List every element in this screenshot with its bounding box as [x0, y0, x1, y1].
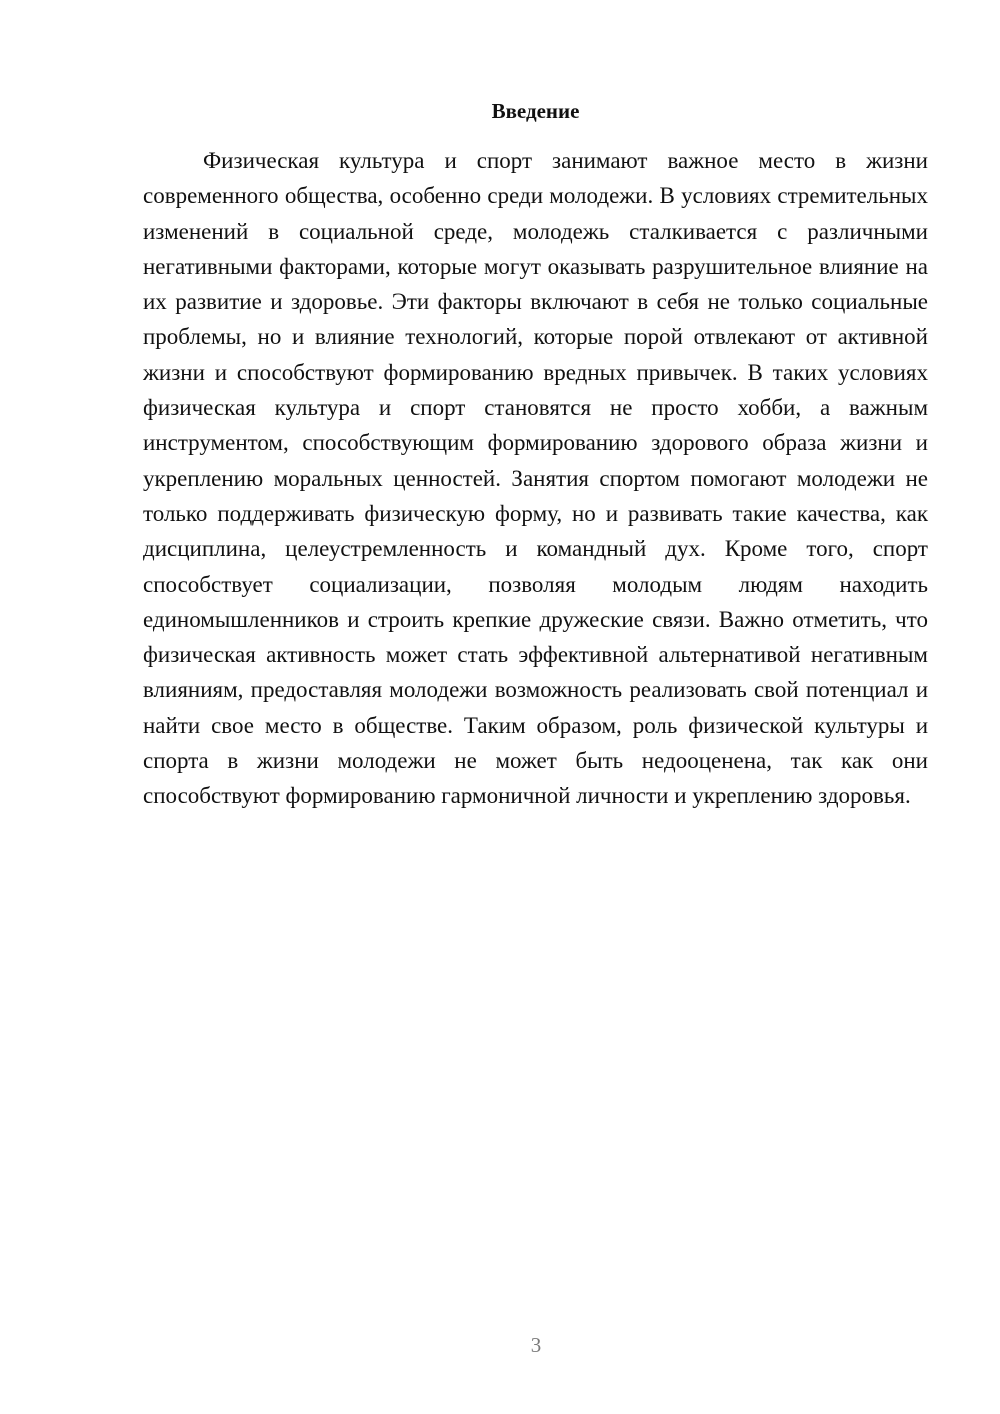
page-number: 3 — [530, 1333, 542, 1357]
body-paragraph: Физическая культура и спорт занимают важное место в жизни современного общества, особенно среди молодежи. В условиях стремительных изменений в социальной среде, молодежь сталкивается с различными негативными факторами, которые могут оказывать разрушительное влияние на их развитие и здоровье. Эти факторы включают в себя не только социальные проблемы, но и влияние технологий, которые порой отвлекают от активной жизни и способствуют формированию вредных привычек. В таких условиях физическая культура и спорт становятся не просто хобби, а важным инструментом, способствующим формированию здорового образа жизни и укреплению моральных ценностей. Занятия спортом помогают молодежи не только поддерживать физическую форму, но и развивать такие качества, как дисциплина, целеустремленность и командный дух. Кроме того, спорт способствует социализации, позволяя молодым людям находить единомышленников и строить крепкие дружеские связи. Важно отметить, что физическая активность может стать эффективной альтернативой негативным влияниям, предоставляя молодежи возможность реализовать свой потенциал и найти свое место в обществе. Таким образом, роль физической культуры и спорта в жизни молодежи не может быть недооценена, так как они способствуют формированию гармоничной личности и укреплению здоровья. — [143, 148, 928, 809]
section-heading: Введение — [491, 99, 580, 123]
